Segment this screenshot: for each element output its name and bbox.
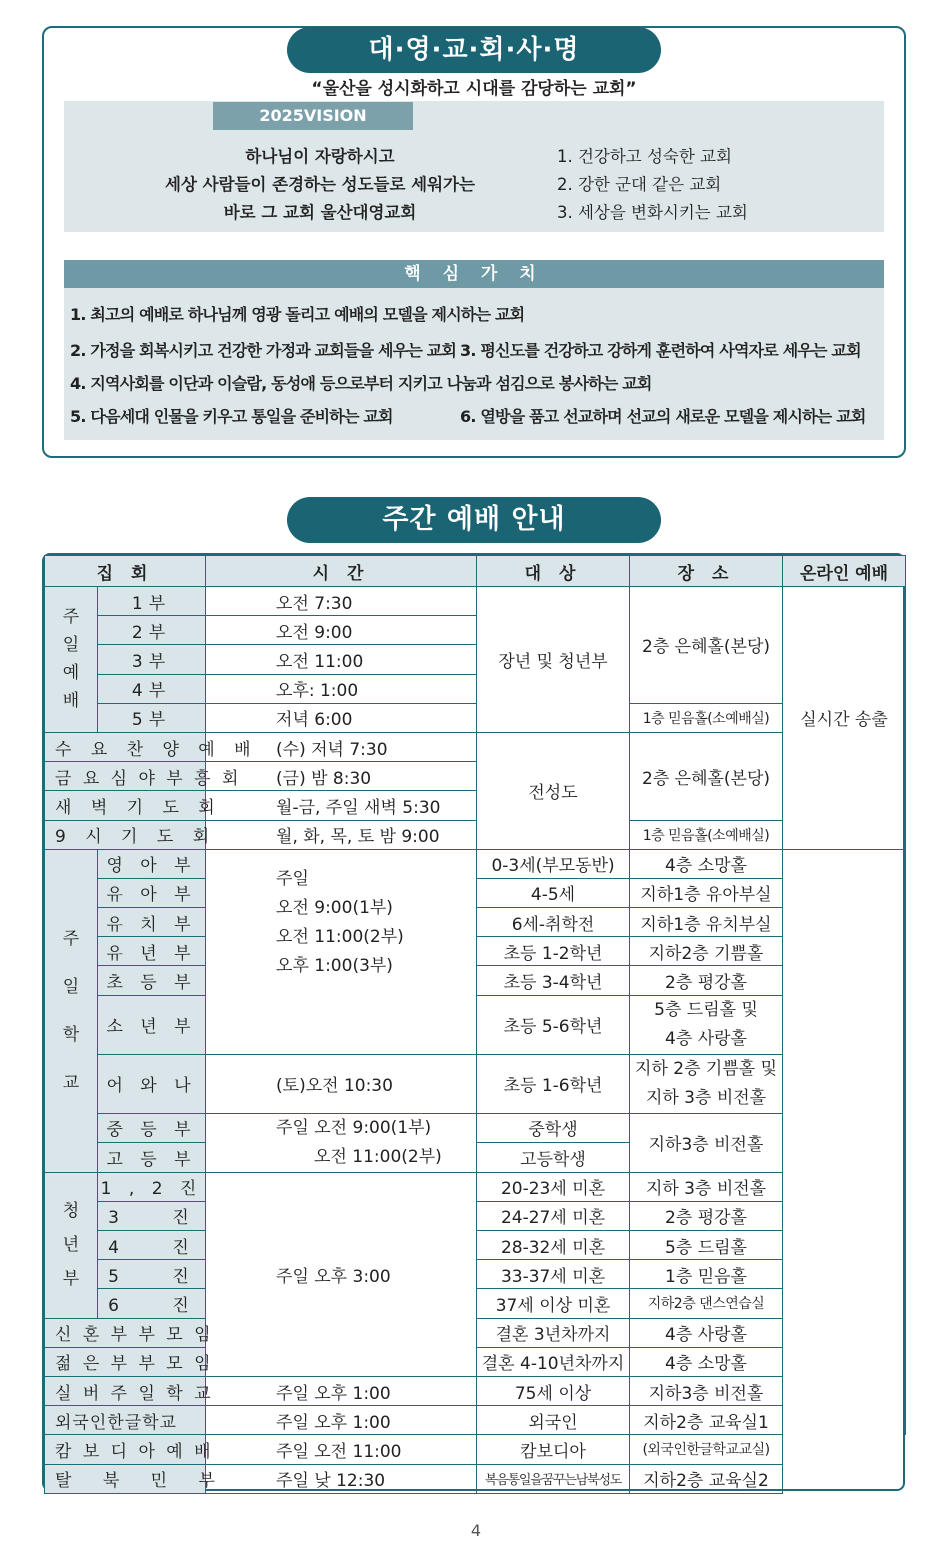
gathering-place: 4층 사랑홀 <box>630 1318 783 1347</box>
core-value: 2. 가정을 회복시키고 건강한 가정과 교회들을 세우는 교회 <box>70 341 457 360</box>
unit-target: 37세 이상 미혼 <box>477 1289 630 1318</box>
service-name: 3부 <box>98 645 206 674</box>
vision-goal: 2. 강한 군대 같은 교회 <box>557 175 722 194</box>
vision-statement-line: 세상 사람들이 존경하는 성도들로 세워가는 <box>165 175 475 194</box>
page-number: 4 <box>470 1521 482 1540</box>
dept-target: 초등 5-6학년 <box>477 995 630 1054</box>
schedule-title: 주간 예배 안내 <box>287 497 661 543</box>
gathering-target: 75세 이상 <box>477 1376 630 1405</box>
service-time: 오전 7:30 <box>206 587 477 616</box>
core-value: 6. 열방을 품고 선교하며 선교의 새로운 모델을 제시하는 교회 <box>460 407 866 426</box>
dept-time: (토)오전 10:30 <box>206 1054 477 1113</box>
table-row <box>45 1464 906 1493</box>
gathering-name: 수 요 찬 양 예 배 <box>45 732 206 761</box>
dept-place: 지하 2층 기쁨홀 및 지하 3층 비전홀 <box>630 1054 783 1113</box>
gathering-name: 외국인한글학교 <box>45 1406 206 1435</box>
dept-target: 0-3세(부모동반) <box>477 849 630 878</box>
gathering-target: 복음통일을꿈꾸는남북성도 <box>477 1464 630 1493</box>
gathering-target: 결혼 4-10년차까지 <box>477 1347 630 1376</box>
unit-place: 2층 평강홀 <box>630 1201 783 1230</box>
group-young-adults: 청 년 부 <box>45 1172 98 1318</box>
service-name: 1부 <box>98 587 206 616</box>
gathering-target: 캄보디아 <box>477 1435 630 1464</box>
group-sunday-worship: 주 일 예 배 <box>45 587 98 733</box>
vision-statement-line: 바로 그 교회 울산대영교회 <box>223 203 417 222</box>
service-time: 저녁 6:00 <box>206 703 477 732</box>
dept-time: 주일 오전 9:00(1부) 오전 11:00(2부) <box>206 1113 477 1172</box>
unit-target: 24-27세 미혼 <box>477 1201 630 1230</box>
gathering-name: 새 벽 기 도 회 <box>45 791 206 820</box>
service-place: 1층 믿음홀(소예배실) <box>630 703 783 732</box>
schedule-table-frame <box>42 553 905 1491</box>
gathering-place: 2층 은혜홀(본당) <box>630 732 783 820</box>
gathering-time: 월-금, 주일 새벽 5:30 <box>206 791 477 820</box>
dept-place: 지하1층 유아부실 <box>630 878 783 907</box>
gathering-place: 지하2층 교육실2 <box>630 1464 783 1493</box>
gathering-place: 1층 믿음홀(소예배실) <box>630 820 783 849</box>
gathering-target: 전성도 <box>477 732 630 849</box>
dept-target: 고등학생 <box>477 1143 630 1173</box>
service-place: 2층 은혜홀(본당) <box>630 587 783 704</box>
table-row <box>45 1172 906 1201</box>
unit-name: 5 진 <box>98 1260 206 1289</box>
dept-name: 유 년 부 <box>98 937 206 966</box>
dept-name: 초 등 부 <box>98 966 206 995</box>
table-row <box>45 1376 906 1405</box>
table-row <box>45 1113 906 1143</box>
service-name: 5부 <box>98 703 206 732</box>
vision-statement-line: 하나님이 자랑하시고 <box>245 147 395 166</box>
dept-target: 초등 1-2학년 <box>477 937 630 966</box>
core-values-header: 핵 심 가 치 <box>64 260 884 288</box>
unit-target: 20-23세 미혼 <box>477 1172 630 1201</box>
service-name: 4부 <box>98 674 206 703</box>
header-time: 시 간 <box>206 556 477 587</box>
gathering-place: (외국인한글학교교실) <box>630 1435 783 1464</box>
dept-place: 지하3층 비전홀 <box>630 1113 783 1172</box>
service-time: 오전 11:00 <box>206 645 477 674</box>
schedule-table <box>44 555 906 1494</box>
service-time: 오후: 1:00 <box>206 674 477 703</box>
unit-name: 6 진 <box>98 1289 206 1318</box>
service-time: 오전 9:00 <box>206 616 477 645</box>
vision-goal: 1. 건강하고 성숙한 교회 <box>557 147 732 166</box>
unit-target: 28-32세 미혼 <box>477 1231 630 1260</box>
table-row <box>45 732 906 761</box>
dept-name: 유 아 부 <box>98 878 206 907</box>
unit-place: 지하2층 댄스연습실 <box>630 1289 783 1318</box>
gathering-name: 신 혼 부 부 모 임 <box>45 1318 206 1347</box>
dept-place: 지하2층 기쁨홀 <box>630 937 783 966</box>
mission-motto: “울산을 성시화하고 시대를 감당하는 교회” <box>311 79 637 99</box>
vision-statement <box>120 143 520 227</box>
header-target: 대 상 <box>477 556 630 587</box>
table-row <box>45 820 906 849</box>
vision-tag: 2025VISION <box>213 102 413 130</box>
dept-place: 4층 소망홀 <box>630 849 783 878</box>
vision-goal: 3. 세상을 변화시키는 교회 <box>557 203 748 222</box>
gathering-name: 탈 북 민 부 <box>45 1464 206 1493</box>
gathering-name: 실 버 주 일 학 교 <box>45 1376 206 1405</box>
dept-name: 어 와 나 <box>98 1054 206 1113</box>
dept-target: 초등 3-4학년 <box>477 966 630 995</box>
dept-name: 고 등 부 <box>98 1143 206 1173</box>
unit-place: 1층 믿음홀 <box>630 1260 783 1289</box>
gathering-name: 젊 은 부 부 모 임 <box>45 1347 206 1376</box>
gathering-time: 주일 낮 12:30 <box>206 1464 477 1493</box>
gathering-place: 4층 소망홀 <box>630 1347 783 1376</box>
service-name: 2부 <box>98 616 206 645</box>
gathering-time: 주일 오전 11:00 <box>206 1435 477 1464</box>
dept-target: 중학생 <box>477 1113 630 1143</box>
unit-name: 3 진 <box>98 1201 206 1230</box>
dept-target: 4-5세 <box>477 878 630 907</box>
core-value: 3. 평신도를 건강하고 강하게 훈련하여 사역자로 세우는 교회 <box>460 341 861 360</box>
gathering-name: 금 요 심 야 부 흥 회 <box>45 762 206 791</box>
dept-target: 6세-취학전 <box>477 908 630 937</box>
table-row <box>45 849 906 878</box>
dept-target: 초등 1-6학년 <box>477 1054 630 1113</box>
dept-place: 지하1층 유치부실 <box>630 908 783 937</box>
table-row <box>45 1435 906 1464</box>
gathering-place: 지하2층 교육실1 <box>630 1406 783 1435</box>
core-value: 4. 지역사회를 이단과 이슬람, 동성애 등으로부터 지키고 나눔과 섬김으로 봉사하는 교회 <box>70 374 652 393</box>
core-value: 1. 최고의 예배로 하나님께 영광 돌리고 예배의 모델을 제시하는 교회 <box>70 305 525 324</box>
table-row <box>45 1406 906 1435</box>
unit-target: 33-37세 미혼 <box>477 1260 630 1289</box>
table-header-row <box>45 556 906 587</box>
table-row <box>45 1054 906 1084</box>
unit-name: 4 진 <box>98 1231 206 1260</box>
gathering-time: 주일 오후 1:00 <box>206 1406 477 1435</box>
dept-time-block: 주일 오전 9:00(1부) 오전 11:00(2부) 오후 1:00(3부) <box>206 849 477 1054</box>
vision-goals <box>557 143 857 227</box>
table-row <box>45 587 906 616</box>
header-place: 장 소 <box>630 556 783 587</box>
core-value: 5. 다음세대 인물을 키우고 통일을 준비하는 교회 <box>70 407 393 426</box>
dept-name: 유 치 부 <box>98 908 206 937</box>
dept-place: 5층 드림홀 및 4층 사랑홀 <box>630 995 783 1054</box>
dept-place: 2층 평강홀 <box>630 966 783 995</box>
dept-name: 중 등 부 <box>98 1113 206 1143</box>
header-online: 온라인 예배 <box>783 556 906 587</box>
table-row <box>45 703 906 732</box>
gathering-time: (수) 저녁 7:30 <box>206 732 477 761</box>
gathering-time: 월, 화, 목, 토 밤 9:00 <box>206 820 477 849</box>
unit-place: 5층 드림홀 <box>630 1231 783 1260</box>
gathering-name: 캄 보 디 아 예 배 <box>45 1435 206 1464</box>
group-sunday-school: 주 일 학 교 <box>45 849 98 1172</box>
unit-name: 1 , 2 진 <box>98 1172 206 1201</box>
dept-name: 영 아 부 <box>98 849 206 878</box>
unit-time: 주일 오후 3:00 <box>206 1172 477 1376</box>
gathering-target: 외국인 <box>477 1406 630 1435</box>
mission-title: 대·영·교·회·사·명 <box>287 27 661 73</box>
gathering-time: 주일 오후 1:00 <box>206 1376 477 1405</box>
gathering-target: 결혼 3년차까지 <box>477 1318 630 1347</box>
gathering-place: 지하3층 비전홀 <box>630 1376 783 1405</box>
header-gathering: 집 회 <box>45 556 206 587</box>
dept-name: 소 년 부 <box>98 995 206 1054</box>
gathering-time: (금) 밤 8:30 <box>206 762 477 791</box>
gathering-name: 9 시 기 도 회 <box>45 820 206 849</box>
service-target: 장년 및 청년부 <box>477 587 630 733</box>
unit-place: 지하 3층 비전홀 <box>630 1172 783 1201</box>
online-status: 실시간 송출 <box>783 587 906 850</box>
